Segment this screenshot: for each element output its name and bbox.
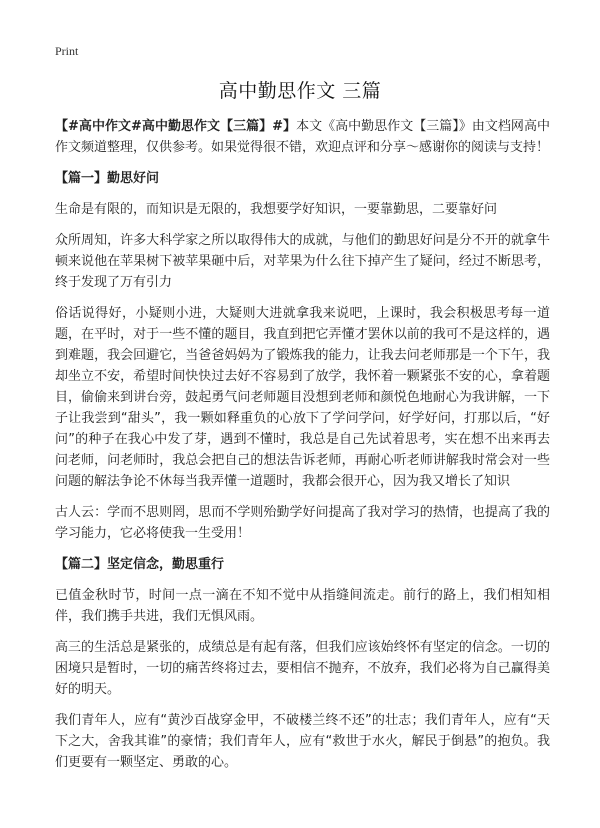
section-1-heading: 【篇一】勤思好问	[55, 171, 160, 186]
section-1-paragraph-2: 众所周知，许多大科学家之所以取得伟大的成就，与他们的勤思好问是分不开的就拿牛顿来说他在苹果树下被苹果砸中后，对苹果为什么往下掉产生了疑问，经过不断思考，终于发现了万有引力	[55, 233, 550, 290]
section-2-paragraph-1: 已值金秋时节，时间一点一滴在不知不觉中从指缝间流走。前行的路上，我们相知相伴，我们携手共进，我们无惧风雨。	[55, 588, 550, 624]
article-body	[55, 116, 550, 783]
intro-tag: 【#高中作文#高中勤思作文【三篇】#】	[55, 119, 297, 134]
section-2-paragraph-2: 高三的生活总是紧张的，成绩总是有起有落，但我们应该始终怀有坚定的信念。一切的困境只是暂时，一切的痛苦终将过去，要相信不抛弃，不放弃，我们必将为自己赢得美好的明天。	[55, 640, 550, 697]
section-1-paragraph-1: 生命是有限的，而知识是无限的，我想要学好知识，一要靠勤思，二要靠好问	[55, 202, 498, 217]
print-label: Print	[55, 44, 79, 58]
intro-text: 本文《高中勤思作文【三篇】》由文档网高中作文频道整理，仅供参考。如果觉得很不错，欢迎点评和分享～感谢你的阅读与支持！	[55, 119, 550, 155]
section-1-paragraph-3: 俗话说得好，小疑则小进，大疑则大进就拿我来说吧，上课时，我会积极思考每一道题，在平时，对于一些不懂的题目，我直到把它弄懂才罢休以前的我可不是这样的，遇到难题，我会回避它，当爸爸妈妈为了锻炼我的能力，让我去问老师那是一个下午，我却坐立不安，希望时间快快过去好不容易到了放学，我怀着一颗紧张不安的心，拿着题目，偷偷来到讲台旁，鼓起勇气问老师题目没想到老师和颜悦色地耐心为我讲解，一下子让我尝到“甜头”，我一颗如释重负的心放下了学问学问，好学好问，打那以后，“好问”的种子在我心中发了芽，遇到不懂时，我总是自己先试着思考，实在想不出来再去问老师，问老师时，我总会把自己的想法告诉老师，再耐心听老师讲解我时常会对一些问题的解法争论不休每当我弄懂一道题时，我都会很开心，因为我又增长了知识	[55, 306, 550, 489]
section-2-paragraph-3: 我们青年人，应有“黄沙百战穿金甲，不破楼兰终不还”的壮志；我们青年人，应有“天下之大，舍我其谁”的豪情；我们青年人，应有“救世于水火，解民于倒悬”的抱负。我们更要有一颗坚定、勇敢的心。	[55, 713, 550, 770]
intro-paragraph	[55, 116, 550, 158]
section-2-heading: 【篇二】坚定信念，勤思重行	[55, 557, 225, 572]
section-1-paragraph-4: 古人云：学而不思则罔，思而不学则殆勤学好问提高了我对学习的热情，也提高了我的学习能力，它必将使我一生受用！	[55, 505, 550, 541]
page-title: 高中勤思作文 三篇	[218, 80, 382, 102]
